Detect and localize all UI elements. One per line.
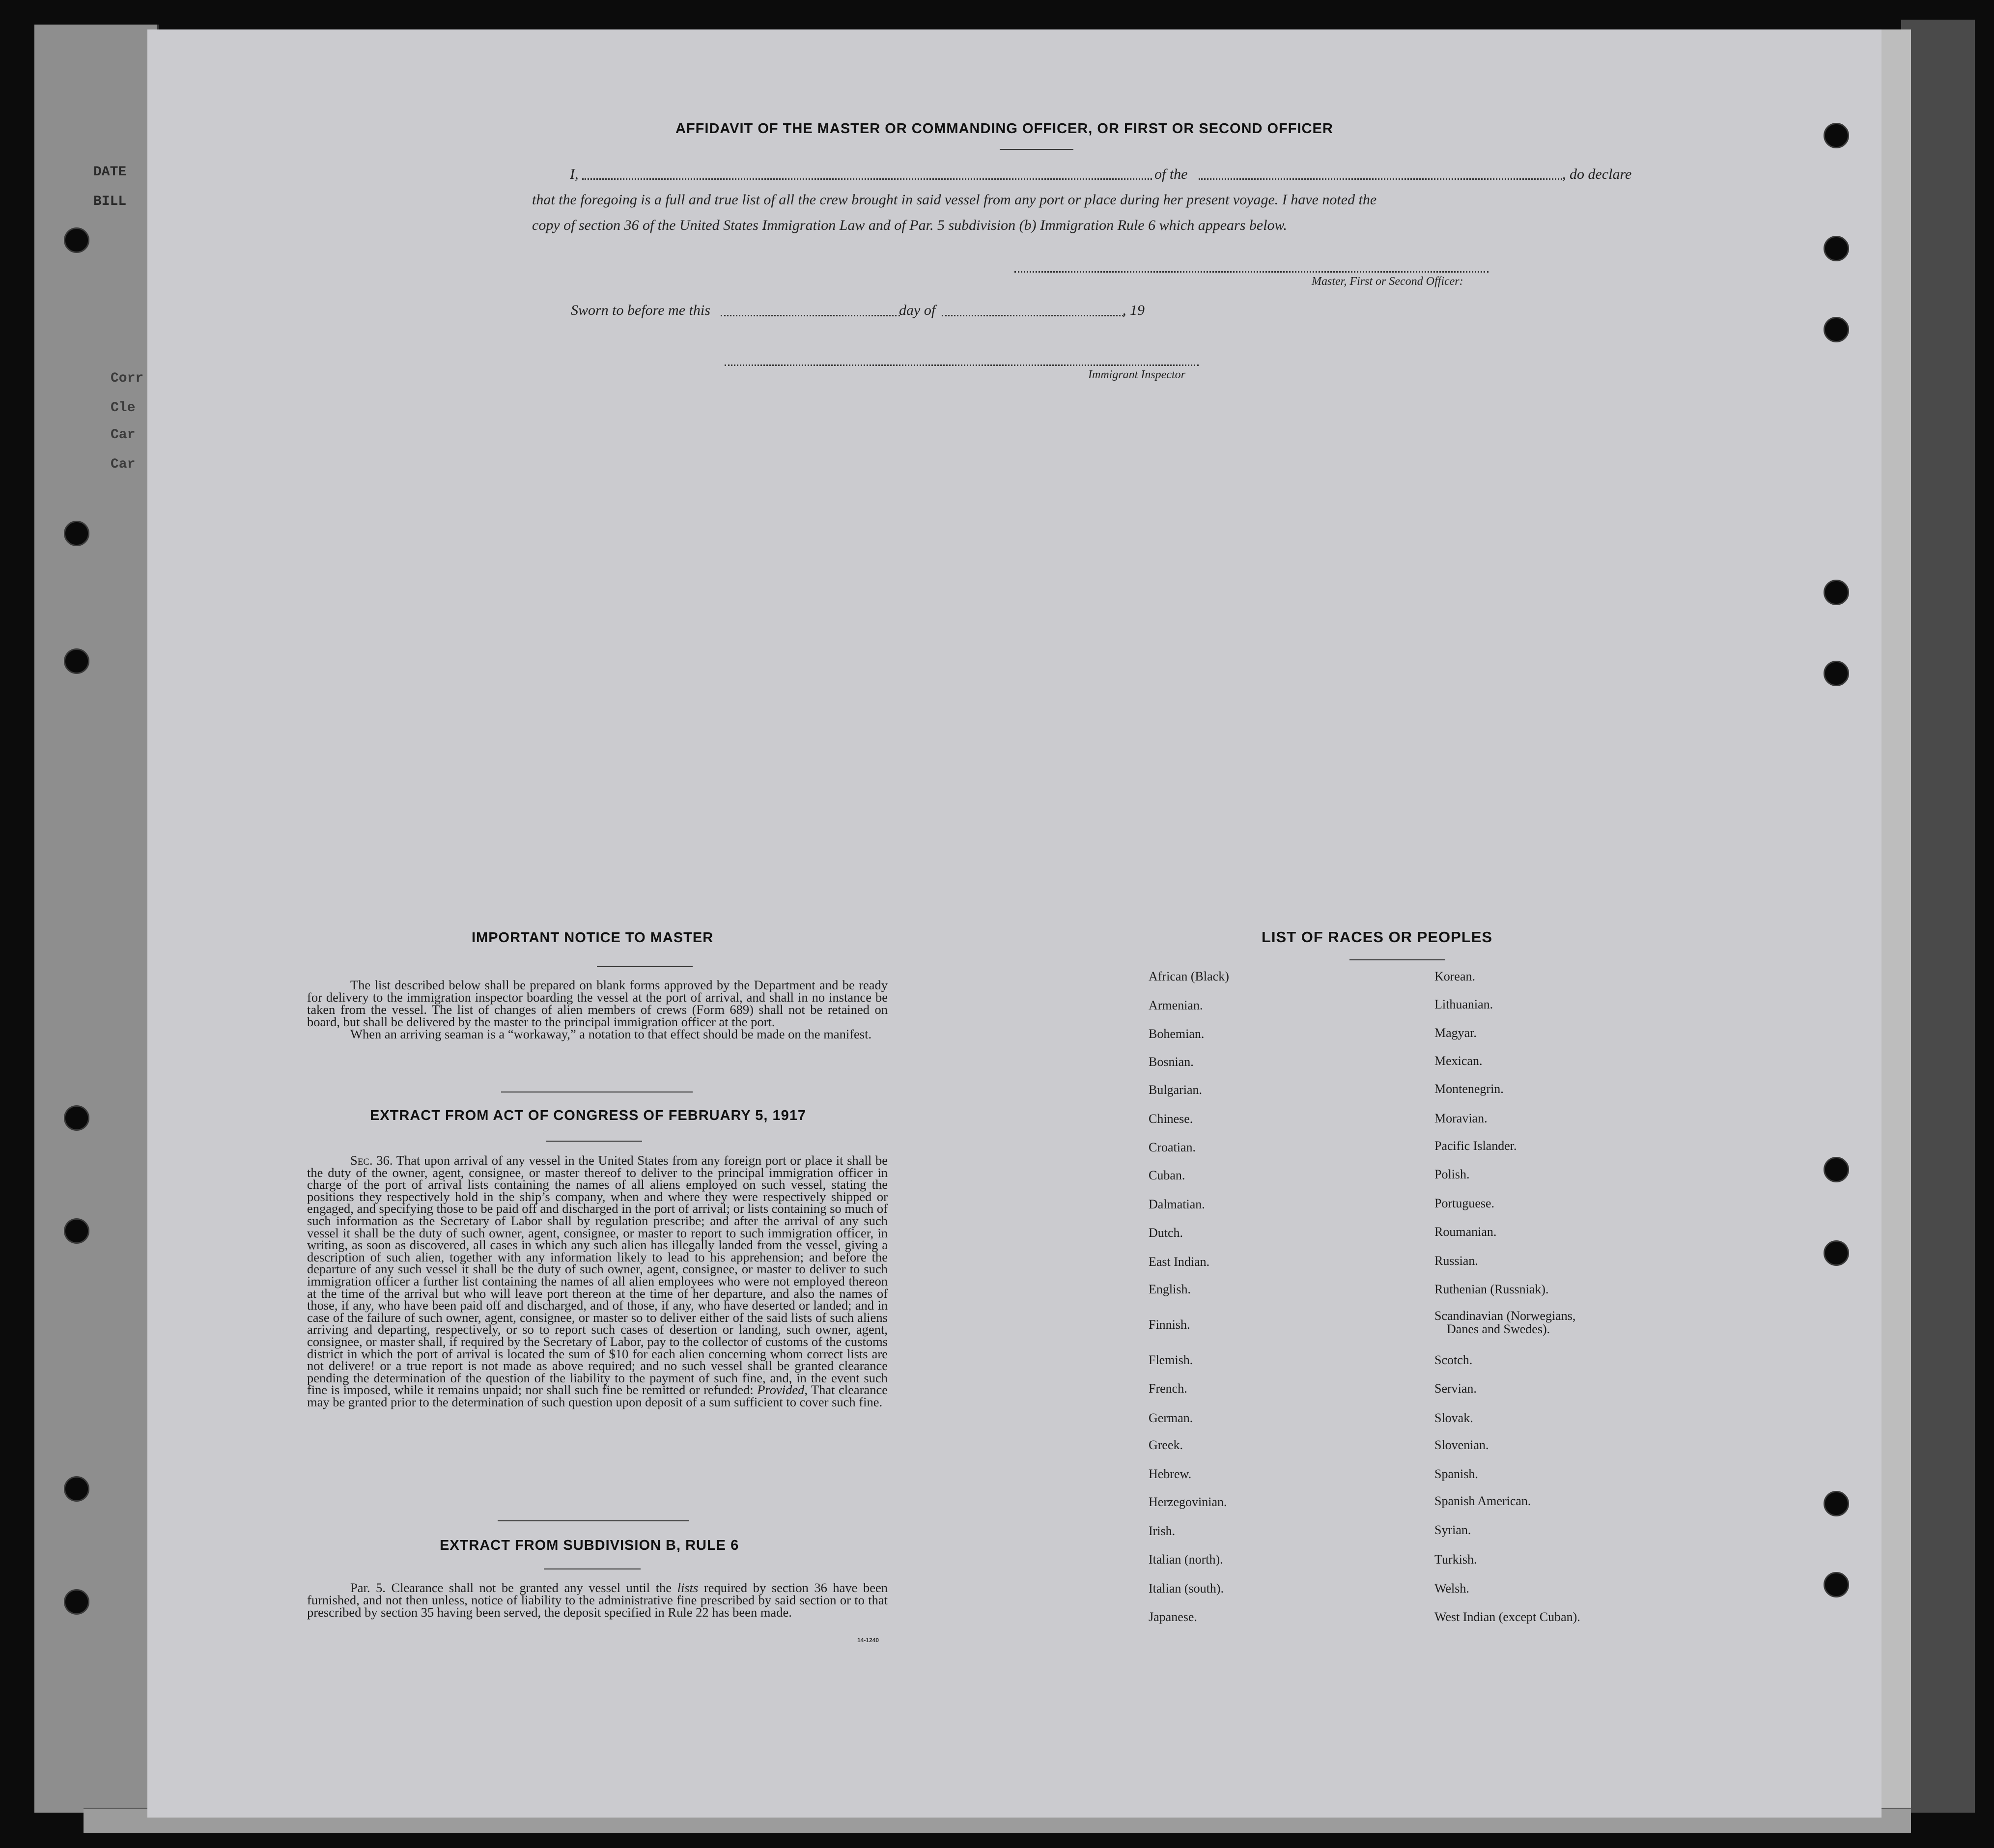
race-left-item: Japanese. bbox=[1149, 1610, 1197, 1624]
extract-rule-underline bbox=[544, 1568, 641, 1569]
notice-body bbox=[307, 979, 888, 1040]
form-page bbox=[147, 29, 1882, 1818]
sworn-start: Sworn to before me this bbox=[571, 302, 710, 318]
race-left-item: Italian (south). bbox=[1149, 1581, 1224, 1596]
race-right-item: Korean. bbox=[1434, 969, 1476, 983]
race-right-item: Russian. bbox=[1434, 1254, 1478, 1268]
race-left-item: Cuban. bbox=[1149, 1168, 1185, 1182]
backing-sheet-right bbox=[1901, 20, 1975, 1813]
race-right-item: Spanish. bbox=[1434, 1467, 1478, 1481]
provided-word: Provided, bbox=[757, 1382, 808, 1398]
binder-hole bbox=[64, 1476, 89, 1502]
race-right-item: Montenegrin. bbox=[1434, 1082, 1504, 1096]
affidavit-line1-mid: of the bbox=[1154, 166, 1188, 182]
race-left-item: English. bbox=[1149, 1282, 1191, 1296]
extract-rule-body bbox=[307, 1582, 888, 1619]
notice-paragraph-1: The list described below shall be prepared on blank forms approved by the Department and be ready for delivery to the immigration inspector boarding the vessel at the port of arrival, and shall in no instance be taken from the vessel. The list of changes of alien members of crews (Form 689) shall not be retained on board, but shall be delivered by the master to the principal immigration officer at the port. bbox=[307, 978, 888, 1029]
race-left-item: East Indian. bbox=[1149, 1255, 1210, 1269]
extract-act-underline bbox=[546, 1141, 642, 1142]
affidavit-line1-end: , do declare bbox=[1562, 166, 1632, 182]
race-left-item: French. bbox=[1149, 1381, 1187, 1396]
margin-fragment: Car bbox=[111, 457, 136, 472]
backing-sheet-right-edge bbox=[1882, 29, 1911, 1808]
race-left-item: Italian (north). bbox=[1149, 1552, 1223, 1567]
race-right-item: Mexican. bbox=[1434, 1054, 1483, 1068]
section-divider bbox=[498, 1520, 689, 1521]
binder-hole bbox=[1824, 1572, 1849, 1597]
notice-title: IMPORTANT NOTICE TO MASTER bbox=[472, 930, 714, 946]
margin-fragment: Car bbox=[111, 427, 136, 443]
race-left-item: Herzegovinian. bbox=[1149, 1495, 1227, 1509]
binder-hole bbox=[1824, 1240, 1849, 1266]
section-label: Sec. 36. bbox=[350, 1153, 393, 1168]
binder-hole bbox=[1824, 1491, 1849, 1516]
race-right-item: Lithuanian. bbox=[1434, 997, 1493, 1011]
master-signature-line bbox=[1014, 271, 1488, 273]
race-left-item: African (Black) bbox=[1149, 969, 1229, 983]
race-right-item-continued: Danes and Swedes). bbox=[1447, 1322, 1550, 1336]
race-right-item: Slovenian. bbox=[1434, 1438, 1489, 1452]
affidavit-title: AFFIDAVIT OF THE MASTER OR COMMANDING OFFICER, OR FIRST OR SECOND OFFICER bbox=[675, 121, 1333, 137]
race-right-item: Welsh. bbox=[1434, 1581, 1469, 1596]
binder-hole bbox=[1824, 123, 1849, 148]
race-left-item: Chinese. bbox=[1149, 1112, 1193, 1126]
race-right-item: Ruthenian (Russniak). bbox=[1434, 1282, 1549, 1296]
margin-fragment: Cle bbox=[111, 400, 136, 416]
races-title-underline bbox=[1349, 959, 1445, 960]
affidavit-line3: copy of section 36 of the United States Immigration Law and of Par. 5 subdivision (b) Immigration Rule 6 which appears below. bbox=[532, 217, 1287, 233]
race-left-item: German. bbox=[1149, 1411, 1193, 1425]
section-36-text-end: That clearance may be granted prior to the determination of such question upon deposit of a sum sufficient to cover such fine. bbox=[307, 1382, 888, 1409]
race-right-item: Syrian. bbox=[1434, 1523, 1471, 1537]
binder-hole bbox=[1824, 661, 1849, 686]
race-right-item: Turkish. bbox=[1434, 1552, 1477, 1567]
race-left-item: Dutch. bbox=[1149, 1226, 1183, 1240]
race-left-item: Bulgarian. bbox=[1149, 1083, 1203, 1097]
race-right-item: Moravian. bbox=[1434, 1111, 1488, 1125]
race-right-item: Magyar. bbox=[1434, 1026, 1477, 1040]
rule-text: Par. 5. Clearance shall not be granted any vessel until the bbox=[350, 1580, 672, 1595]
section-36-text: That upon arrival of any vessel in the United States from any foreign port or place it shall be the duty of the owner, agent, consignee, or master thereof to deliver to the principal immigration officer in charge of the port of arrival lists containing the names of all aliens employed on such vessel, stating the positions they respectively hold in the ship’s company, when and where they were respectively shipped or engaged, and specifying those to be paid off and discharged in the port of arrival; or lists containing so much of such information as the Secretary of Labor shall by regulation prescribe; and after the arrival of any such vessel it shall be the duty of such owner, agent, consignee, or master to report to such immigration officer, in writing, as soon as discovered, all cases in which any such alien has illegally landed from the vessel, giving a description of such alien, together with any information likely to lead to his apprehension; and before the departure of any such vessel it shall be the duty of such owner, agent, consignee, or master to deliver to such immigration officer a further list containing the names of all alien employees who were not employed thereon at the time of the arrival but who will leave port thereon at the time of her departure, and also the names of those, if any, who have been paid off and discharged, and of those, if any, who have deserted or landed; and in case of the failure of such owner, agent, consignee, or master so to deliver either of the said lists of such aliens arriving and departing, respectively, or so to report such cases of desertion or landing, such owner, agent, consignee, or master shall, if required by the Secretary of Labor, pay to the collector of customs of the customs district in which the port of arrival is located the sum of $10 for each alien concerning whom correct lists are not delivere! or a true report is not made as above required; and no such vessel shall be granted clearance pending the determination of the question of the liability to the payment of such fine, and, in the event such fine is imposed, while it remains unpaid; nor shall such fine be remitted or refunded: bbox=[307, 1153, 888, 1398]
race-right-item: Pacific Islander. bbox=[1434, 1139, 1517, 1153]
vessel-blank bbox=[1199, 178, 1562, 180]
binder-hole bbox=[64, 1218, 89, 1244]
race-left-item: Bosnian. bbox=[1149, 1055, 1194, 1069]
title-underline bbox=[1000, 149, 1073, 150]
backing-sheet-left bbox=[34, 25, 159, 1813]
race-left-item: Irish. bbox=[1149, 1524, 1176, 1538]
race-left-item: Flemish. bbox=[1149, 1353, 1193, 1367]
binder-hole bbox=[1824, 580, 1849, 605]
inspector-signature-line bbox=[725, 364, 1199, 366]
race-right-item: Servian. bbox=[1434, 1381, 1477, 1396]
form-number: 14-1240 bbox=[857, 1637, 879, 1644]
margin-fragment: DATE bbox=[93, 165, 127, 180]
margin-fragment: Corr bbox=[111, 371, 144, 386]
race-left-item: Finnish. bbox=[1149, 1317, 1190, 1332]
sworn-mid: day of bbox=[899, 302, 936, 318]
binder-hole bbox=[64, 1589, 89, 1615]
race-left-item: Greek. bbox=[1149, 1438, 1183, 1452]
binder-hole bbox=[1824, 1157, 1849, 1182]
race-right-item: Polish. bbox=[1434, 1167, 1470, 1181]
lists-word: lists bbox=[677, 1580, 699, 1595]
race-right-item: Slovak. bbox=[1434, 1411, 1473, 1425]
sworn-year: , 19 bbox=[1123, 302, 1145, 318]
race-left-item: Armenian. bbox=[1149, 998, 1203, 1012]
race-right-item: Scotch. bbox=[1434, 1353, 1473, 1367]
binder-hole bbox=[1824, 317, 1849, 342]
race-left-item: Hebrew. bbox=[1149, 1467, 1192, 1481]
race-right-item: Spanish American. bbox=[1434, 1494, 1531, 1508]
rule-text-end: required by section 36 have been furnished, and not then unless, notice of liability to the administrative fine prescribed by said section or to that prescribed by section 35 having been served, the deposit specified in Rule 22 has been made. bbox=[307, 1580, 888, 1620]
binder-hole bbox=[64, 227, 89, 253]
sworn-month-blank bbox=[942, 315, 1123, 316]
extract-act-title: EXTRACT FROM ACT OF CONGRESS OF FEBRUARY 5, 1917 bbox=[370, 1108, 807, 1123]
race-left-item: Bohemian. bbox=[1149, 1027, 1205, 1041]
binder-hole bbox=[1824, 236, 1849, 261]
races-title: LIST OF RACES OR PEOPLES bbox=[1262, 928, 1493, 946]
race-right-item: Portuguese. bbox=[1434, 1196, 1495, 1210]
affidavit-line1-start: I, bbox=[570, 166, 579, 182]
race-right-item: Scandinavian (Norwegians, bbox=[1434, 1309, 1576, 1323]
binder-hole bbox=[64, 521, 89, 546]
master-caption: Master, First or Second Officer: bbox=[1312, 275, 1463, 288]
extract-act-body bbox=[307, 1154, 888, 1408]
notice-paragraph-2: When an arriving seaman is a “workaway,” a notation to that effect should be made on the manifest. bbox=[350, 1027, 872, 1041]
name-blank bbox=[582, 178, 1152, 180]
extract-rule-title: EXTRACT FROM SUBDIVISION B, RULE 6 bbox=[440, 1538, 739, 1553]
race-left-item: Croatian. bbox=[1149, 1140, 1196, 1154]
margin-fragment: BILL bbox=[93, 194, 127, 209]
inspector-caption: Immigrant Inspector bbox=[1088, 368, 1185, 381]
race-right-item: Roumanian. bbox=[1434, 1225, 1497, 1239]
race-left-item: Dalmatian. bbox=[1149, 1197, 1205, 1211]
sworn-day-blank bbox=[721, 315, 900, 316]
affidavit-line2: that the foregoing is a full and true list of all the crew brought in said vessel from any port or place during her present voyage. I have noted the bbox=[532, 192, 1377, 208]
binder-hole bbox=[64, 648, 89, 674]
notice-title-underline bbox=[597, 966, 693, 967]
race-right-item: West Indian (except Cuban). bbox=[1434, 1610, 1580, 1624]
binder-hole bbox=[64, 1105, 89, 1131]
